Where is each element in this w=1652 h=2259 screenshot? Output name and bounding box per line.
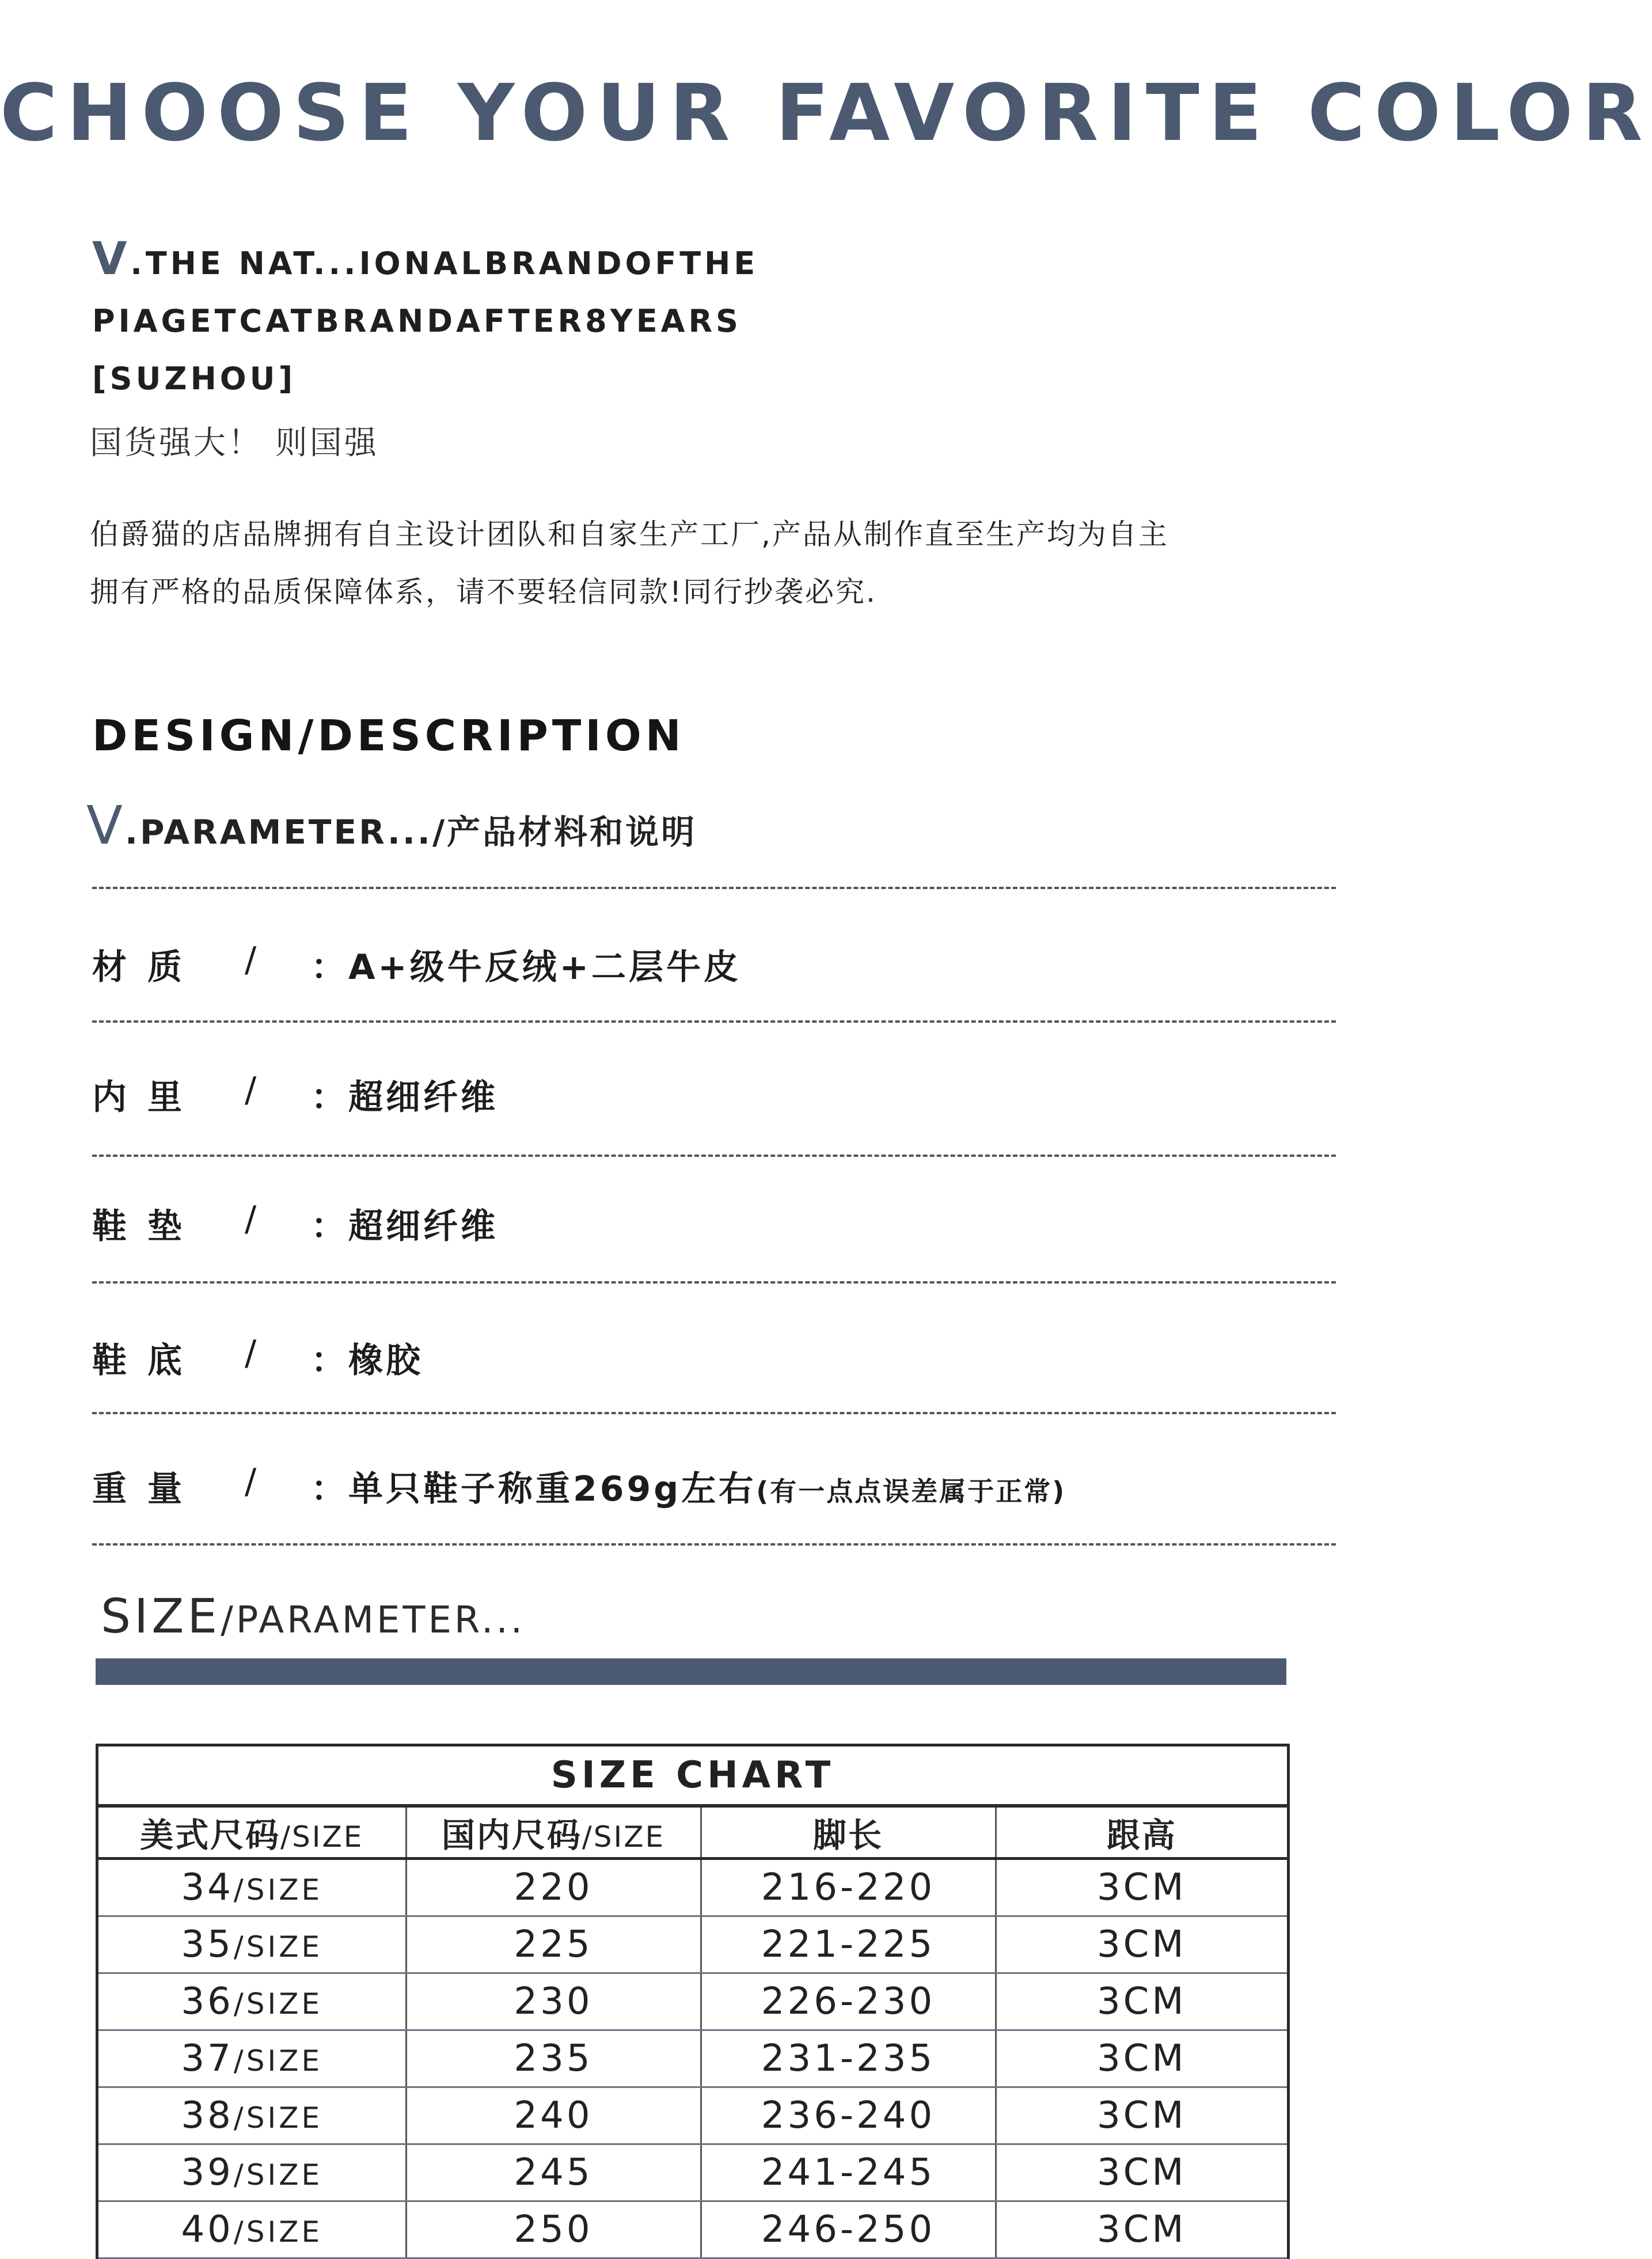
cell-cn-size: 240 bbox=[406, 2087, 701, 2144]
size-chart-table bbox=[98, 1808, 1287, 2259]
spec-separator: / bbox=[245, 1199, 257, 1239]
table-row bbox=[98, 2030, 1287, 2087]
divider bbox=[92, 1281, 1336, 1284]
cell-foot-length: 216-220 bbox=[701, 1859, 996, 1916]
divider bbox=[92, 1020, 1336, 1023]
cell-foot-length: 246-250 bbox=[701, 2201, 996, 2258]
size-chart bbox=[96, 1744, 1290, 2259]
spec-value: ：橡胶 bbox=[311, 1341, 423, 1381]
spec-separator: / bbox=[245, 940, 257, 980]
size-chart-header-row bbox=[98, 1808, 1287, 1859]
table-row bbox=[98, 1916, 1287, 1973]
table-row bbox=[98, 1859, 1287, 1916]
divider bbox=[92, 1412, 1336, 1414]
cell-foot-length: 226-230 bbox=[701, 1973, 996, 2030]
cell-heel-height: 3CM bbox=[996, 2144, 1287, 2201]
cell-heel-height: 3CM bbox=[996, 2030, 1287, 2087]
spec-value: ：超细纤维 bbox=[311, 1077, 498, 1118]
cell-foot-length: 221-225 bbox=[701, 1916, 996, 1973]
cell-cn-size: 220 bbox=[406, 1859, 701, 1916]
spec-label: 内里 bbox=[92, 1077, 203, 1118]
brand-line-1-text: .THE NAT...IONALBRANDOFTHE bbox=[130, 245, 759, 282]
brand-statement bbox=[92, 230, 1071, 408]
table-row bbox=[98, 2201, 1287, 2258]
cell-cn-size: 235 bbox=[406, 2030, 701, 2087]
cell-foot-length: 236-240 bbox=[701, 2087, 996, 2144]
spec-row-outsole bbox=[92, 1333, 1336, 1402]
column-header-heel-height: 跟高 bbox=[996, 1808, 1287, 1859]
cell-heel-height: 3CM bbox=[996, 1859, 1287, 1916]
spec-row-insole bbox=[92, 1199, 1336, 1268]
cell-cn-size: 245 bbox=[406, 2144, 701, 2201]
size-heading-rest: /PARAMETER... bbox=[221, 1599, 526, 1642]
spec-row-material bbox=[92, 940, 1336, 1009]
brand-intro bbox=[90, 506, 1357, 621]
spec-value-main: ：单只鞋子称重269g左右 bbox=[311, 1469, 757, 1509]
column-header-foot-length: 脚长 bbox=[701, 1808, 996, 1859]
spec-row-lining bbox=[92, 1070, 1336, 1139]
column-header-us-size: 美式尺码/SIZE bbox=[98, 1808, 406, 1859]
cell-cn-size: 250 bbox=[406, 2201, 701, 2258]
brand-line-1 bbox=[92, 230, 1071, 293]
cell-cn-size: 225 bbox=[406, 1916, 701, 1973]
size-parameter-heading bbox=[101, 1589, 525, 1644]
parameter-heading-text: .PARAMETER.../产品材料和说明 bbox=[124, 813, 697, 852]
spec-label: 材质 bbox=[92, 947, 203, 988]
cell-us-size: 36/SIZE bbox=[98, 1973, 406, 2030]
size-heading-main: SIZE bbox=[101, 1589, 221, 1644]
table-row bbox=[98, 1973, 1287, 2030]
spec-separator: / bbox=[245, 1333, 257, 1373]
cell-us-size: 40/SIZE bbox=[98, 2201, 406, 2258]
cell-heel-height: 3CM bbox=[996, 1973, 1287, 2030]
spec-separator: / bbox=[245, 1461, 257, 1502]
cell-us-size: 38/SIZE bbox=[98, 2087, 406, 2144]
size-chart-title: SIZE CHART bbox=[98, 1747, 1287, 1808]
divider bbox=[92, 1155, 1336, 1157]
cell-us-size: 37/SIZE bbox=[98, 2030, 406, 2087]
cell-foot-length: 241-245 bbox=[701, 2144, 996, 2201]
cell-heel-height: 3CM bbox=[996, 1916, 1287, 1973]
table-row bbox=[98, 2144, 1287, 2201]
page-title: CHOOSE YOUR FAVORITE COLOR bbox=[0, 68, 1652, 159]
accent-bar bbox=[96, 1658, 1286, 1685]
design-heading: DESIGN/DESCRIPTION bbox=[92, 711, 685, 761]
spec-label: 鞋底 bbox=[92, 1341, 203, 1381]
cell-heel-height: 3CM bbox=[996, 2087, 1287, 2144]
parameter-v-letter: V bbox=[86, 795, 125, 856]
column-header-cn-size: 国内尺码/SIZE bbox=[406, 1808, 701, 1859]
cell-us-size: 34/SIZE bbox=[98, 1859, 406, 1916]
brand-line-3: [SUZHOU] bbox=[92, 360, 297, 397]
cell-heel-height: 3CM bbox=[996, 2201, 1287, 2258]
table-row bbox=[98, 2087, 1287, 2144]
cell-foot-length: 231-235 bbox=[701, 2030, 996, 2087]
divider bbox=[92, 1543, 1336, 1546]
spec-separator: / bbox=[245, 1070, 257, 1110]
cell-us-size: 39/SIZE bbox=[98, 2144, 406, 2201]
spec-label: 重量 bbox=[92, 1469, 203, 1509]
divider bbox=[92, 887, 1336, 889]
parameter-heading bbox=[86, 795, 697, 856]
intro-line-1: 伯爵猫的店品牌拥有自主设计团队和自家生产工厂,产品从制作直至生产均为自主 bbox=[90, 518, 1169, 551]
slogan: 国货强大！ 则国强 bbox=[90, 424, 379, 462]
spec-value-note: (有一点点误差属于正常) bbox=[756, 1476, 1066, 1507]
spec-value bbox=[311, 1461, 1066, 1511]
spec-value: ：A+级牛反绒+二层牛皮 bbox=[311, 947, 741, 988]
spec-row-weight bbox=[92, 1461, 1336, 1531]
cell-cn-size: 230 bbox=[406, 1973, 701, 2030]
spec-label: 鞋垫 bbox=[92, 1206, 203, 1247]
spec-value: ：超细纤维 bbox=[311, 1206, 498, 1247]
cell-us-size: 35/SIZE bbox=[98, 1916, 406, 1973]
intro-line-2: 拥有严格的品质保障体系，请不要轻信同款!同行抄袭必究. bbox=[90, 575, 877, 609]
brand-line-2: PIAGETCATBRANDAFTER8YEARS bbox=[92, 303, 742, 339]
brand-v-letter: V bbox=[92, 233, 131, 285]
